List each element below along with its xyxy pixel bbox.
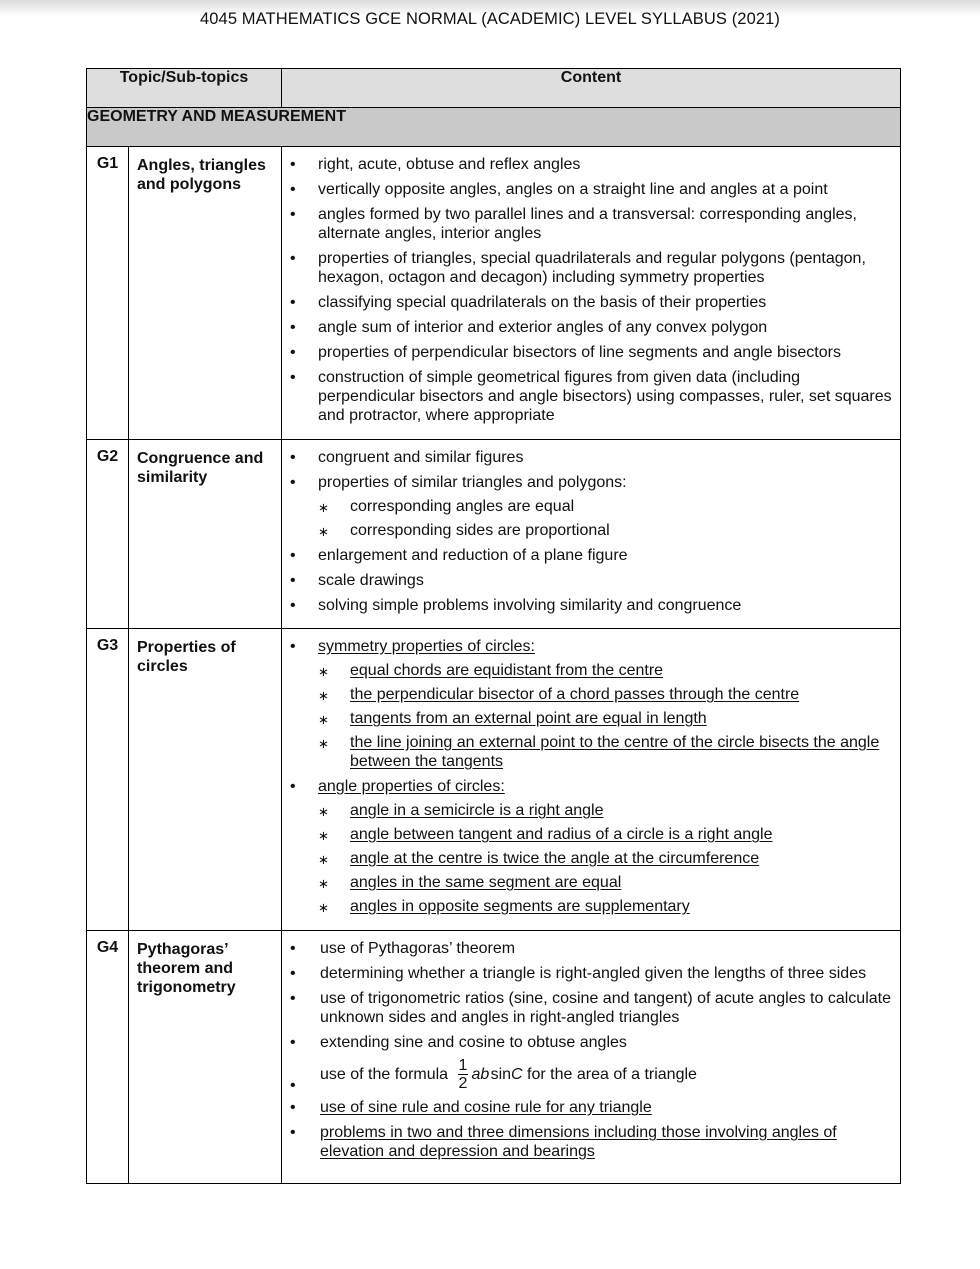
list-item: • congruent and similar figures [282, 448, 892, 467]
topic-title: Properties of circles [129, 629, 282, 931]
sub-item [318, 709, 892, 728]
list-item: • angle sum of interior and exterior angles of any convex polygon [282, 318, 892, 337]
list-item [282, 1098, 892, 1117]
list-item [282, 473, 892, 540]
topic-code: G4 [87, 931, 129, 1184]
list-item-text: problems in two and three dimensions including those involving angles of elevation and depression and bearings [320, 1124, 837, 1160]
formula-angle: C [511, 1066, 523, 1083]
list-item: • enlargement and reduction of a plane figure [282, 546, 892, 565]
list-item: • properties of perpendicular bisectors of line segments and angle bisectors [282, 343, 892, 362]
topic-code: G2 [87, 440, 129, 629]
header-content: Content [282, 69, 901, 108]
sub-item-text: equal chords are equidistant from the centre [350, 662, 664, 679]
list-item: • solving simple problems involving similarity and congruence [282, 596, 892, 615]
table-row [87, 931, 901, 1184]
sub-item [318, 661, 892, 680]
formula-before: use of the formula [320, 1066, 449, 1083]
sub-item [318, 825, 892, 844]
table-header-row [87, 69, 901, 108]
list-item: • classifying special quadrilaterals on the basis of their properties [282, 293, 892, 312]
sub-item-text: the line joining an external point to the centre of the circle bisects the angle between the tangents [350, 734, 880, 770]
topic-title: Angles, triangles and polygons [129, 147, 282, 440]
sub-item: ∗ corresponding sides are proportional [318, 521, 892, 540]
fraction-numerator: 1 [458, 1057, 468, 1075]
header-topic: Topic/Sub-topics [87, 69, 282, 108]
list-item: • right, acute, obtuse and reflex angles [282, 155, 892, 174]
list-item: • vertically opposite angles, angles on a straight line and angles at a point [282, 180, 892, 199]
topic-title: Congruence and similarity [129, 440, 282, 629]
table-row [87, 147, 901, 440]
list-item-text: angle properties of circles: [318, 778, 505, 795]
list-item: • scale drawings [282, 571, 892, 590]
list-item-text: symmetry properties of circles: [318, 638, 535, 655]
sub-item-text: the perpendicular bisector of a chord passes through the centre [350, 686, 800, 703]
sub-item [318, 849, 892, 868]
list-item: • construction of simple geometrical figures from given data (including perpendicular bisectors and angle bisectors) using compasses, ruler, set squares and protractor, where appropriate [282, 368, 892, 425]
fraction-denominator: 2 [458, 1075, 468, 1093]
list-item: • use of trigonometric ratios (sine, cosine and tangent) of acute angles to calculate unknown sides and angles in right-angled triangles [282, 989, 892, 1027]
section-title: GEOMETRY AND MEASUREMENT [87, 108, 901, 147]
sub-item [318, 685, 892, 704]
list-item [282, 1123, 892, 1161]
list-item: • angles formed by two parallel lines and a transversal: corresponding angles, alternate angles, interior angles [282, 205, 892, 243]
content-cell [282, 931, 901, 1184]
content-cell [282, 147, 901, 440]
list-item-text: use of sine rule and cosine rule for any triangle [320, 1099, 652, 1116]
document-title: 4045 MATHEMATICS GCE NORMAL (ACADEMIC) LEVEL SYLLABUS (2021) [200, 10, 780, 28]
formula-vars: ab [471, 1066, 490, 1083]
sub-item [318, 873, 892, 892]
sub-item [318, 733, 892, 771]
list-item: • extending sine and cosine to obtuse angles [282, 1033, 892, 1052]
topic-code: G1 [87, 147, 129, 440]
formula-item [282, 1054, 892, 1096]
list-item [282, 777, 892, 916]
formula-sin: sin [490, 1066, 512, 1083]
sub-item: ∗ corresponding angles are equal [318, 497, 892, 516]
sub-item-text: angles in opposite segments are supplementary [350, 898, 690, 915]
section-row [87, 108, 901, 147]
table-row [87, 629, 901, 931]
list-item: • properties of triangles, special quadrilaterals and regular polygons (pentagon, hexagon, octagon and decagon) including symmetry properties [282, 249, 892, 287]
formula-after: for the area of a triangle [527, 1066, 697, 1083]
sub-item-text: tangents from an external point are equal in length [350, 710, 707, 727]
topic-title: Pythagoras’ theorem and trigonometry [129, 931, 282, 1184]
list-item [282, 637, 892, 771]
fraction [458, 1057, 469, 1092]
topic-code: G3 [87, 629, 129, 931]
list-item: • determining whether a triangle is right-angled given the lengths of three sides [282, 964, 892, 983]
sub-item-text: angle in a semicircle is a right angle [350, 802, 604, 819]
sub-item [318, 801, 892, 820]
sub-item-text: angles in the same segment are equal [350, 874, 622, 891]
list-item: • use of Pythagoras’ theorem [282, 939, 892, 958]
table-row [87, 440, 901, 629]
sub-item-text: angle between tangent and radius of a circle is a right angle [350, 826, 773, 843]
sub-item-text: angle at the centre is twice the angle at the circumference [350, 850, 760, 867]
syllabus-table [86, 68, 901, 1184]
content-cell [282, 440, 901, 629]
sub-item [318, 897, 892, 916]
content-cell [282, 629, 901, 931]
list-item-text: properties of similar triangles and polygons: [318, 474, 627, 491]
